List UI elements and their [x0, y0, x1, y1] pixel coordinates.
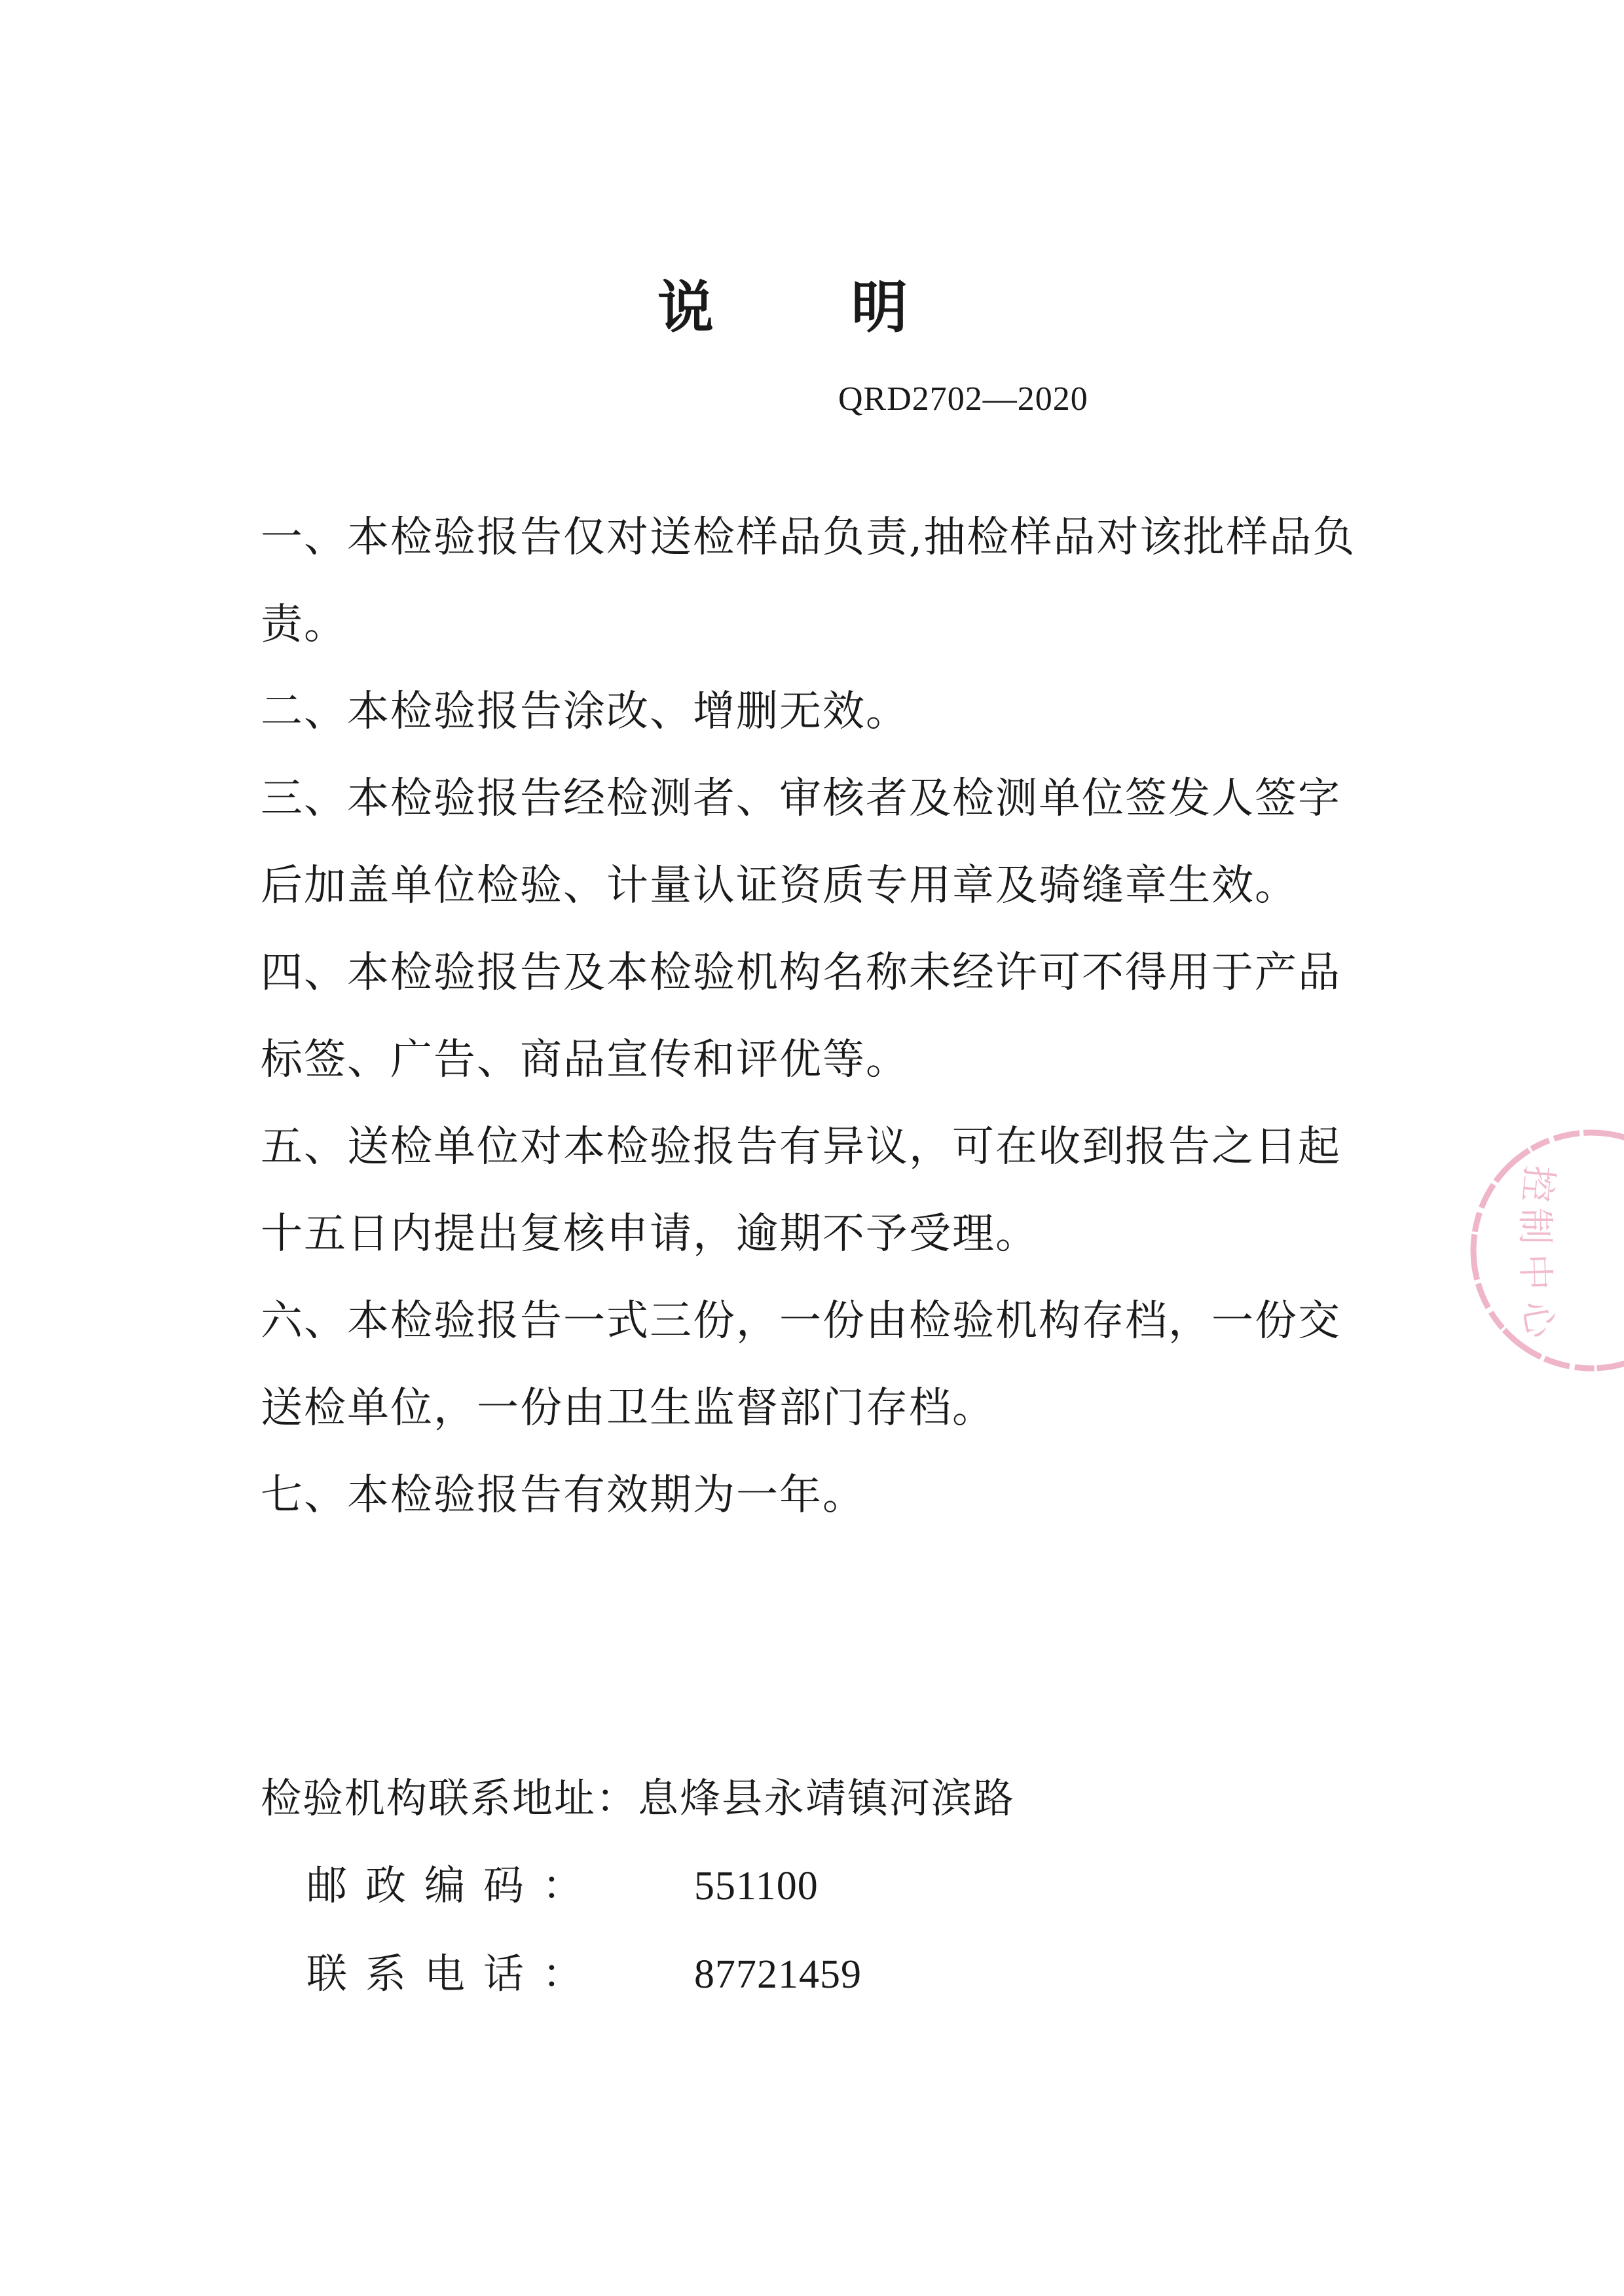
document-code: QRD2702—2020	[838, 380, 1088, 418]
svg-text:控: 控	[1514, 1163, 1560, 1205]
phone-label: 联系电话：	[306, 1950, 602, 1997]
paragraph-4: 四、本检验报告及本检验机构名称未经许可不得用于产品标签、广告、商品宣传和评优等。	[261, 949, 1341, 1084]
svg-text:心: 心	[1513, 1297, 1562, 1341]
postcode-value: 551100	[694, 1864, 819, 1908]
contact-block	[261, 1755, 1015, 2018]
address-row	[261, 1755, 1015, 1842]
phone-row	[261, 1930, 1015, 2018]
phone-value: 87721459	[694, 1952, 862, 1997]
paragraph-6: 六、本检验报告一式三份，一份由检验机构存档，一份交送检单位，一份由卫生监督部门存档。	[261, 1297, 1341, 1432]
postcode-row	[261, 1842, 1015, 1930]
seal-stamp	[1460, 1113, 1624, 1388]
paragraph-3: 三、本检验报告经检测者、审核者及检测单位签发人签字后加盖单位检验、计量认证资质专用章及骑缝章生效。	[261, 774, 1341, 910]
document-body	[261, 494, 1374, 1539]
address-value: 息烽县永靖镇河滨路	[638, 1774, 1016, 1822]
paragraph-1: 一、本检验报告仅对送检样品负责,抽检样品对该批样品负责。	[261, 513, 1356, 649]
seal-stamp-graphic	[1460, 1113, 1624, 1388]
paragraph-5: 五、送检单位对本检验报告有异议，可在收到报告之日起十五日内提出复核申请，逾期不予受理。	[261, 1123, 1341, 1258]
postcode-label: 邮政编码：	[306, 1861, 602, 1909]
paragraph-7: 七、本检验报告有效期为一年。	[261, 1471, 866, 1520]
svg-text:制: 制	[1513, 1208, 1556, 1245]
paragraph-2: 二、本检验报告涂改、增删无效。	[261, 687, 909, 736]
page-title: 说 明	[657, 275, 967, 340]
address-label: 检验机构联系地址：	[261, 1774, 638, 1822]
svg-text:中: 中	[1513, 1252, 1557, 1292]
